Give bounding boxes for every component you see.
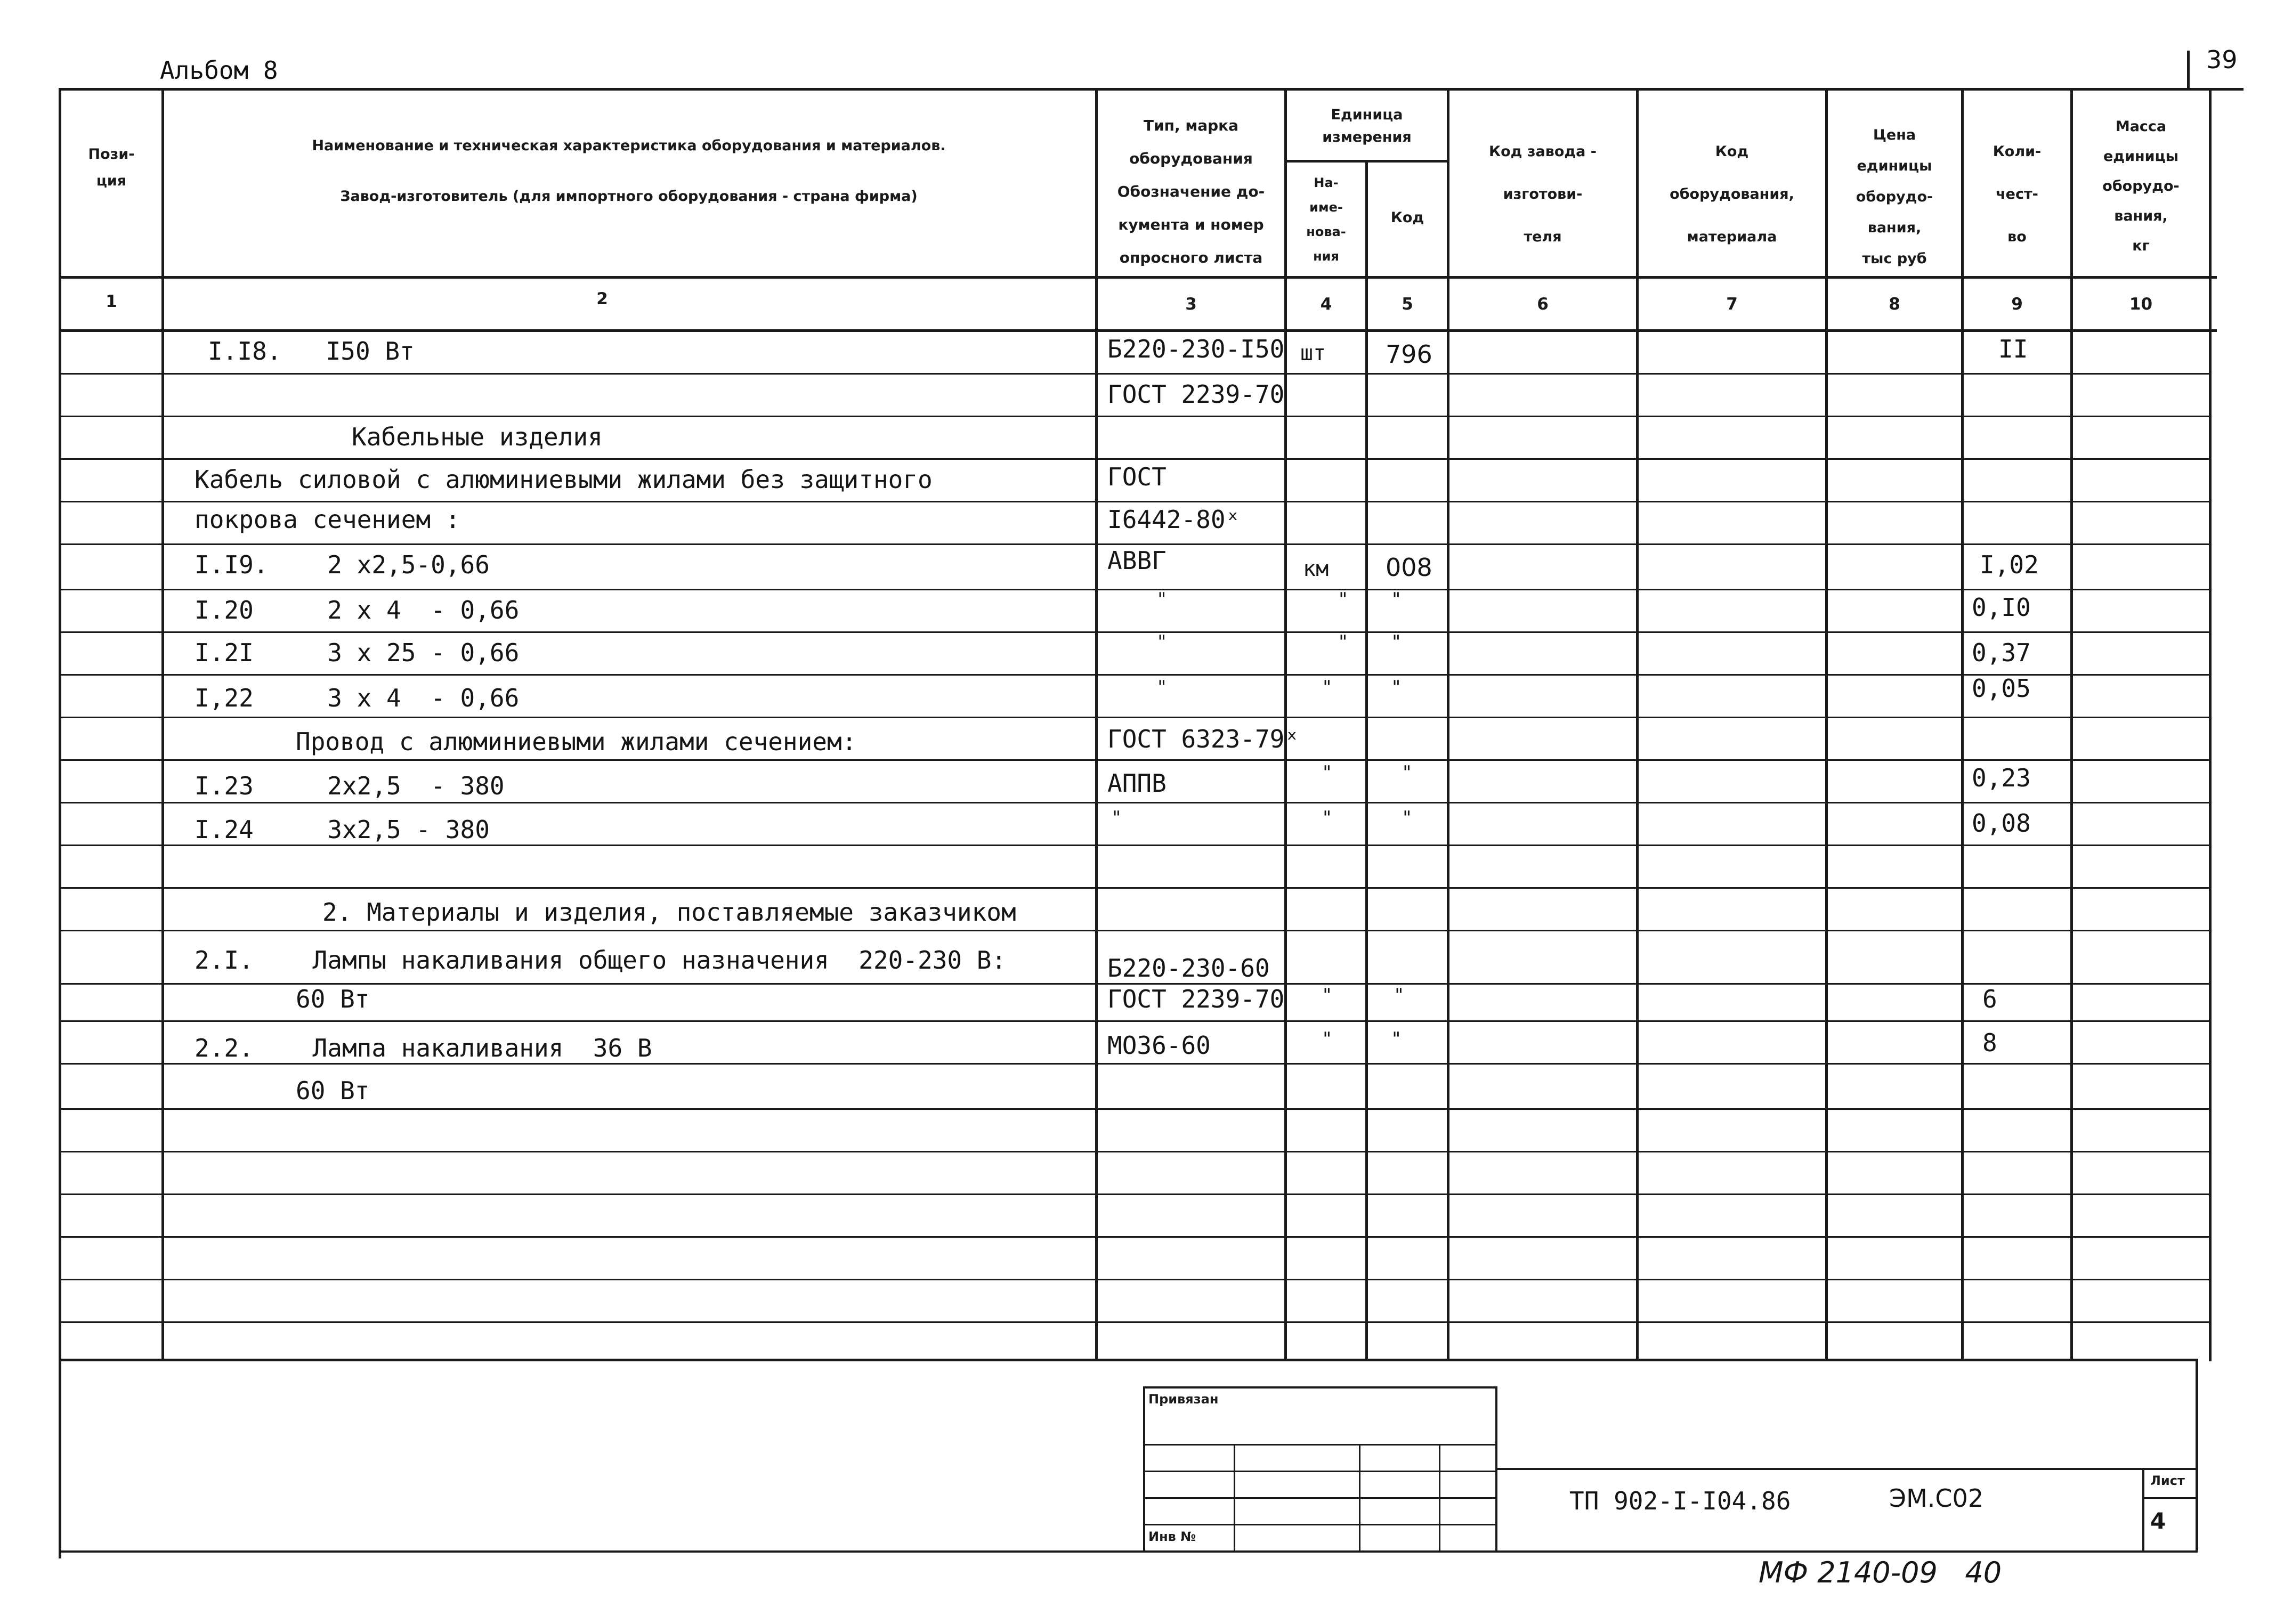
album-label: Альбом 8 <box>160 56 278 85</box>
row-1-code: 796 <box>1386 340 1432 369</box>
row-2-type: ГОСТ 2239-70 <box>1107 380 1285 409</box>
row-1-19-code: 008 <box>1386 553 1432 582</box>
row-1-22-type: " <box>1156 677 1168 698</box>
row-2-2-power: 60 Вт <box>296 1076 370 1105</box>
stamp-mark: ЭМ.С02 <box>1889 1484 1984 1513</box>
row-2-1-code: " <box>1394 985 1405 1006</box>
row-cable-gost: ГОСТ <box>1107 462 1167 491</box>
row-2-2-code: " <box>1391 1028 1402 1050</box>
row-1-19-type: АВВГ <box>1107 546 1167 575</box>
row-1-21-qty: 0,37 <box>1972 638 2031 667</box>
row-1-23-code: " <box>1402 762 1413 783</box>
row-1-22-unit: " <box>1322 677 1333 698</box>
row-1-20-name: I.20 2 x 4 - 0,66 <box>195 596 520 624</box>
section-wire-gost: ГОСТ 6323-79ˣ <box>1107 725 1300 753</box>
row-1-24-code: " <box>1402 807 1413 829</box>
header-name-line1: Наименование и техническая характеристика оборудования и материалов. <box>312 137 946 154</box>
row-1-21-code: " <box>1391 631 1402 653</box>
stamp-inv: Инв № <box>1148 1529 1196 1544</box>
colnum-6: 6 <box>1537 295 1549 314</box>
header-unit-mass: Масса единицы оборудо- вания, кг <box>2102 118 2180 254</box>
row-1-name: I.I8. I50 Вт <box>208 337 415 366</box>
row-1-23-qty: 0,23 <box>1972 764 2031 792</box>
header-unit-price: Цена единицы оборудо- вания, тыс руб <box>1856 127 1933 267</box>
header-unit-of-measure: Единица измерения <box>1322 107 1412 145</box>
header-unit-code: Код <box>1390 209 1424 226</box>
row-2-2-name: 2.2. Лампа накаливания 36 В <box>195 1034 652 1062</box>
row-1-21-name: I.2I 3 x 25 - 0,66 <box>195 638 520 667</box>
row-1-19-name: I.I9. 2 x2,5-0,66 <box>195 550 490 579</box>
row-1-23-unit: " <box>1322 762 1333 783</box>
header-equipment-code: Код оборудования, материала <box>1670 143 1794 245</box>
stamp-privyazan: Привязан <box>1148 1392 1219 1407</box>
row-1-23-name: I.23 2x2,5 - 380 <box>195 772 505 800</box>
stamp-sheet-number: 4 <box>2150 1508 2166 1534</box>
row-1-20-unit: " <box>1338 589 1349 610</box>
row-2-2-unit: " <box>1322 1028 1333 1050</box>
row-1-24-unit: " <box>1322 807 1333 829</box>
header-quantity: Коли- чест- во <box>1993 143 2042 245</box>
colnum-4: 4 <box>1320 295 1332 314</box>
row-cable-desc: Кабель силовой с алюминиевыми жилами без защитного <box>195 465 933 494</box>
row-2-1-qty: 6 <box>1982 985 1997 1013</box>
colnum-7: 7 <box>1726 295 1738 314</box>
row-1-24-qty: 0,08 <box>1972 809 2031 838</box>
row-1-21-unit: " <box>1338 631 1349 653</box>
row-1-22-code: " <box>1391 677 1402 698</box>
section-cable-title: Кабельные изделия <box>352 423 603 451</box>
row-2-2-type: МО36-60 <box>1107 1031 1211 1060</box>
row-2-1-name: 2.I. Лампы накаливания общего назначения 220-230 В: <box>195 946 1007 975</box>
row-2-1-type: Б220-230-60 <box>1107 954 1270 982</box>
row-cable-desc-2: покрова сечением : <box>195 505 460 534</box>
row-cable-gost-number: I6442-80ˣ <box>1107 505 1241 534</box>
row-1-20-code: " <box>1391 589 1402 610</box>
colnum-10: 10 <box>2129 295 2153 314</box>
row-2-1-power: 60 Вт <box>296 985 370 1013</box>
row-1-22-name: I,22 3 x 4 - 0,66 <box>195 684 520 712</box>
section-wire-title: Провод с алюминиевыми жилами сечением: <box>296 727 857 756</box>
header-name-line2: Завод-изготовитель (для импортного оборудования - страна фирма) <box>340 188 918 205</box>
stamp-sheet-label: Лист <box>2150 1473 2185 1488</box>
header-position: Пози- ция <box>88 146 135 189</box>
header-type-mark: Тип, марка оборудования Обозначение до- кумента и номер опросного листа <box>1117 117 1265 266</box>
row-1-23-type: АППВ <box>1107 769 1167 798</box>
row-2-1-unit: " <box>1322 985 1333 1006</box>
page-number: 39 <box>2206 45 2238 74</box>
colnum-3: 3 <box>1185 295 1197 314</box>
row-1-21-type: " <box>1156 631 1168 653</box>
colnum-5: 5 <box>1402 295 1413 314</box>
row-1-24-type: " <box>1111 807 1122 829</box>
section-customer-materials: 2. Материалы и изделия, поставляемые заказчиком <box>322 898 1016 927</box>
row-1-19-qty: I,02 <box>1980 550 2039 579</box>
row-2-2-qty: 8 <box>1982 1028 1997 1057</box>
colnum-8: 8 <box>1889 295 1900 314</box>
stamp-doc-code: ТП 902-I-I04.86 <box>1569 1487 1791 1515</box>
row-2-1-gost: ГОСТ 2239-70 <box>1107 985 1285 1013</box>
row-1-type: Б220-230-I50 <box>1107 335 1285 363</box>
row-1-24-name: I.24 3x2,5 - 380 <box>195 815 490 844</box>
footer-handwritten: МФ 2140-09 40 <box>1759 1556 2002 1589</box>
colnum-2: 2 <box>596 289 608 308</box>
row-1-qty: II <box>1998 335 2028 363</box>
row-1-19-unit: км <box>1303 557 1329 581</box>
header-unit-name: На- име- нова- ния <box>1306 175 1346 264</box>
row-1-20-type: " <box>1156 589 1168 610</box>
colnum-9: 9 <box>2011 295 2023 314</box>
row-1-unit: шт <box>1300 341 1326 366</box>
header-manufacturer-code: Код завода - изготови- теля <box>1489 143 1597 245</box>
colnum-1: 1 <box>106 292 117 311</box>
row-1-22-qty: 0,05 <box>1972 674 2031 703</box>
row-1-20-qty: 0,I0 <box>1972 593 2031 622</box>
